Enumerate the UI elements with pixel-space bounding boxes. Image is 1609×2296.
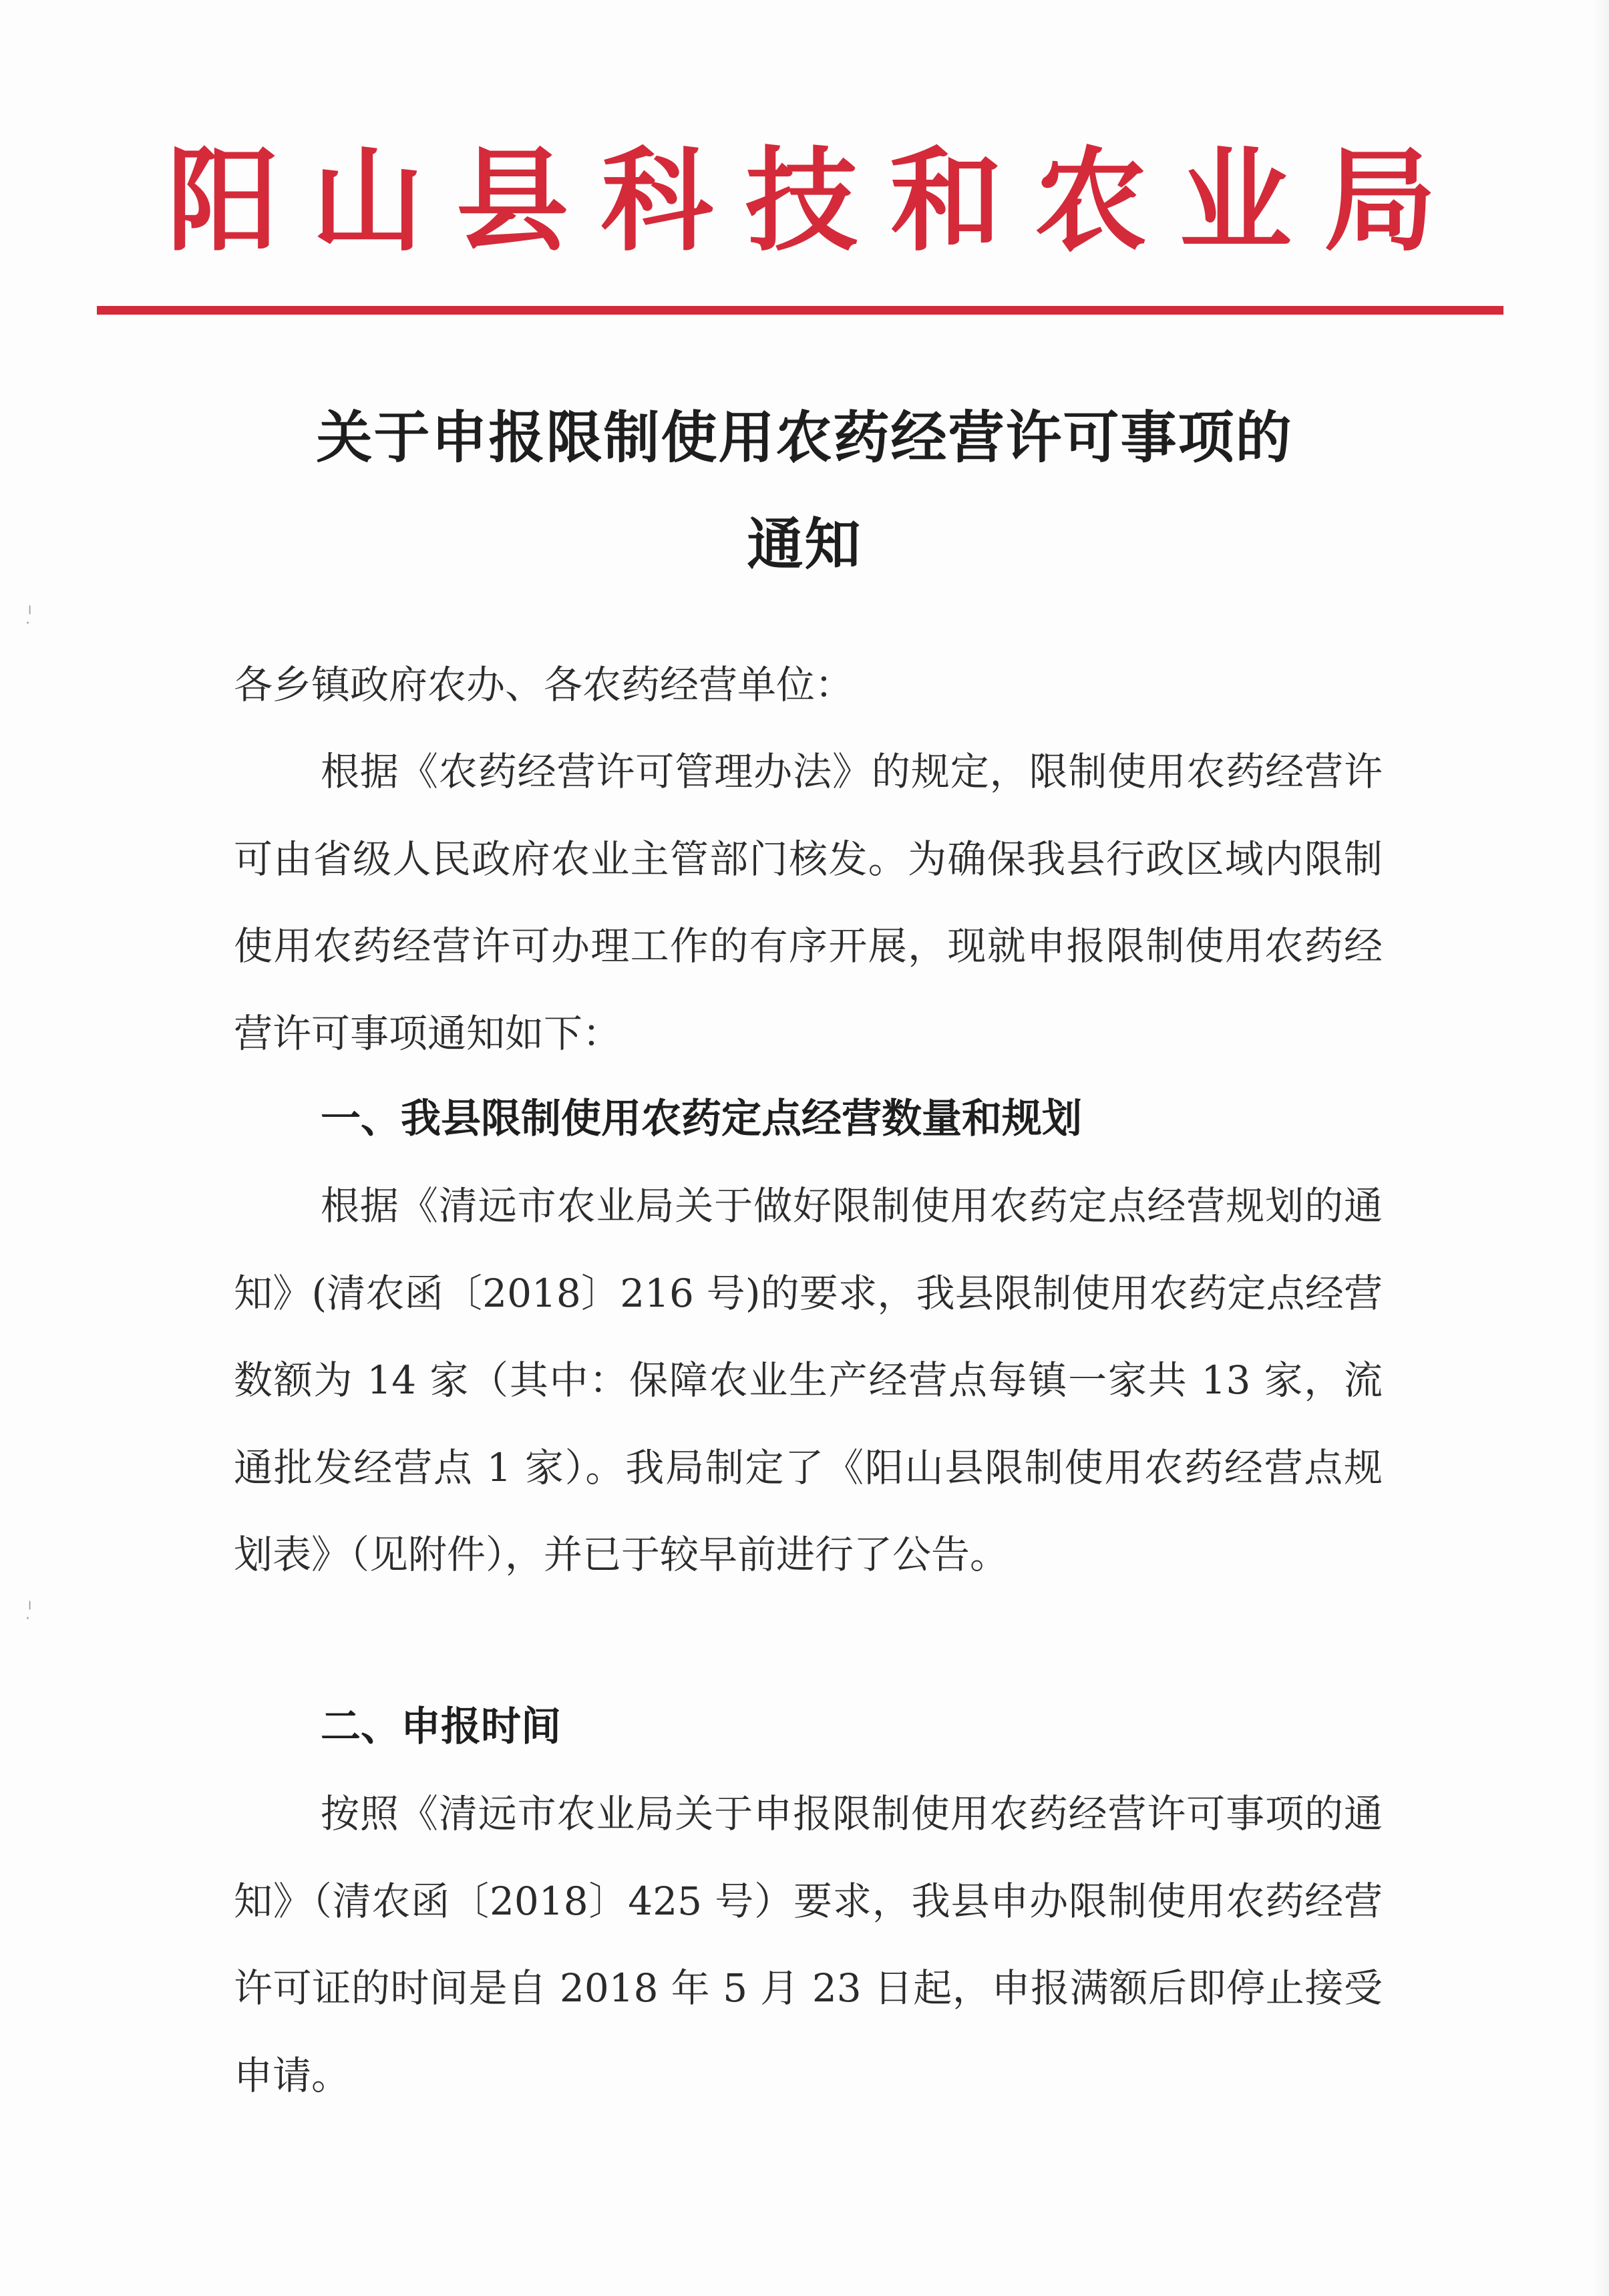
section-1-body: 根据《清远市农业局关于做好限制使用农药定点经营规划的通知》(清农函〔2018〕216 号)的要求，我县限制使用农药定点经营数额为 14 家（其中：保障农业生产经营点每镇一家共 13 家，流通批发经营点 1 家）。我局制定了《阳山县限制使用农药经营点规划表》（见附件），并已于较早前进行了公告。 xyxy=(234,1183,1383,1577)
letterhead-char: 和 xyxy=(890,134,1003,267)
binding-hole-mark: ╷ · xyxy=(25,1593,35,1627)
letterhead-char: 科 xyxy=(600,134,713,267)
document-title-line-1: 关于申报限制使用农药经营许可事项的 xyxy=(316,405,1293,470)
letterhead-char: 业 xyxy=(1179,134,1292,267)
letterhead-char: 山 xyxy=(311,134,424,267)
letterhead-char: 局 xyxy=(1324,134,1436,267)
section-1-heading: 一、我县限制使用农药定点经营数量和规划 xyxy=(321,1096,1082,1142)
binding-hole-mark: ╷ · xyxy=(25,598,35,632)
document-title-line-2: 通知 xyxy=(747,512,862,577)
letterhead-char: 县 xyxy=(456,134,568,267)
section-2-heading: 二、申报时间 xyxy=(321,1703,561,1750)
scan-edge-shade xyxy=(1593,0,1609,2296)
letterhead-char: 技 xyxy=(745,134,858,267)
salutation: 各乡镇政府农办、各农药经营单位： xyxy=(234,662,854,707)
letterhead-char: 阳 xyxy=(167,134,279,267)
letterhead-char: 农 xyxy=(1035,134,1147,267)
letterhead-red-rule xyxy=(97,306,1503,315)
letterhead-agency-name xyxy=(167,134,1436,267)
section-2-body: 按照《清远市农业局关于申报限制使用农药经营许可事项的通知》（清农函〔2018〕425 号）要求，我县申办限制使用农药经营许可证的时间是自 2018 年 5 月 23 日起，申报满额后即停止接受申请。 xyxy=(234,1791,1383,2098)
intro-paragraph: 根据《农药经营许可管理办法》的规定，限制使用农药经营许可由省级人民政府农业主管部门核发。为确保我县行政区域内限制使用农药经营许可办理工作的有序开展，现就申报限制使用农药经营许可事项通知如下： xyxy=(234,749,1383,1056)
